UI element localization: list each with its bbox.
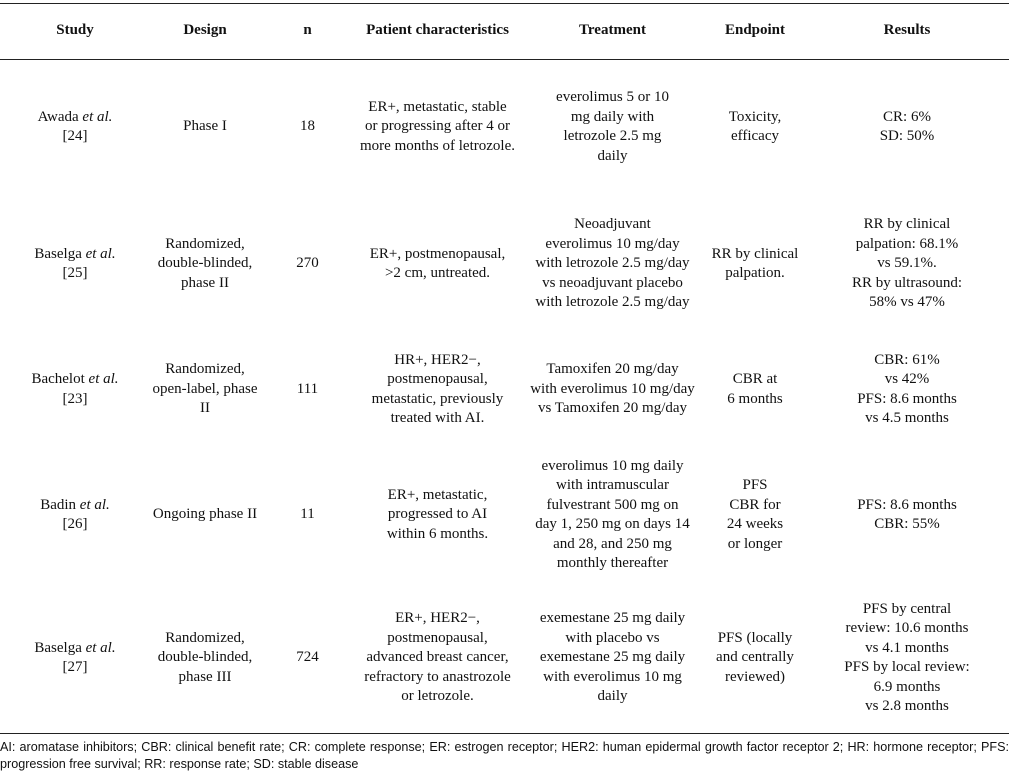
cell-design-line: Randomized, [165,235,245,252]
cell-results [805,58,1009,196]
cell-n: 111 [296,380,319,397]
cell-design-line: Randomized, [165,629,245,646]
cell-patient-characteristics-line: postmenopausal, [387,629,488,646]
cell-treatment-line: daily [597,688,628,705]
cell-design-line: double-blinded, [157,649,253,666]
cell-patient-characteristics-line: ER+, postmenopausal, [369,245,506,262]
study-reference: [24] [62,128,88,144]
cell-results-line: 58% vs 47% [869,294,945,311]
cell-design-line: phase III [178,668,232,685]
study-reference: [23] [62,390,88,407]
header-endpoint: Endpoint [724,21,786,38]
study-etal: et al. [88,371,119,387]
cell-results-line: RR by clinical [863,216,951,233]
cell-study [0,58,150,196]
cell-patient-characteristics-line: treated with AI. [390,410,485,426]
study-etal: et al. [85,245,116,262]
cell-results-line: vs 4.5 months [865,410,949,426]
cell-patient-characteristics-line: or letrozole. [401,688,474,705]
cell-endpoint [705,332,805,447]
cell-treatment-line: vs Tamoxifen 20 mg/day [537,400,688,417]
cell-treatment-line: with everolimus 10 mg [543,668,682,685]
cell-endpoint-line: or longer [727,535,783,552]
cell-patient-characteristics-line: within 6 months. [386,525,489,542]
cell-patient-characteristics-line: HR+, HER2−, [394,351,481,368]
cell-treatment-line: everolimus 5 or 10 [556,89,669,105]
cell-patient-characteristics-line: ER+, metastatic, [387,486,488,503]
cell-results-line: RR by ultrasound: [851,274,962,291]
cell-patient-characteristics-line: ER+, metastatic, stable [368,98,507,115]
cell-results [805,332,1009,447]
cell-endpoint-line: PFS [742,477,768,493]
cell-treatment-line: with letrozole 2.5 mg/day [535,255,690,272]
cell-endpoint-line: reviewed) [725,668,785,685]
cell-patient-characteristics-line: refractory to anastrozole [364,668,511,685]
cell-endpoint-line: efficacy [730,128,780,144]
cell-results-line: SD: 50% [879,128,935,144]
cell-endpoint-line: CBR for [729,496,781,513]
cell-treatment-line: everolimus 10 mg/day [545,235,680,252]
cell-results-line: palpation: 68.1% [855,235,959,252]
cell-n: 270 [296,255,319,272]
study-reference: [25] [62,265,88,281]
cell-design-line: phase II [181,274,229,291]
table-row [0,332,1009,447]
cell-treatment-line: mg daily with [570,108,655,125]
cell-endpoint-line: palpation. [725,265,785,281]
study-author: Badin [40,496,77,513]
cell-study [0,196,150,332]
study-etal: et al. [79,496,110,513]
cell-study [0,583,150,733]
cell-patient-characteristics-line: progressed to AI [387,506,488,523]
study-author: Baselga [34,245,82,262]
cell-patient-characteristics-line: metastatic, previously [371,390,504,407]
cell-endpoint-line: RR by clinical [711,245,799,262]
cell-results-line: CR: 6% [883,108,931,125]
bottom-rule [0,733,1009,734]
cell-endpoint-line: 24 weeks [726,516,784,532]
header-results: Results [883,21,931,38]
cell-results-line: 6.9 months [873,678,941,695]
table-row [0,583,1009,733]
cell-patient-characteristics-line: postmenopausal, [387,371,488,387]
studies-table [0,3,1009,733]
cell-results-line: PFS: 8.6 months [857,496,957,513]
cell-design-line: Randomized, [165,361,245,378]
cell-design-line: Ongoing phase II [152,506,258,523]
table-row [0,196,1009,332]
cell-treatment-line: letrozole 2.5 mg [563,128,662,144]
header-n: n [303,21,312,38]
study-author: Bachelot [31,371,85,387]
cell-treatment-line: with placebo vs [565,629,660,646]
cell-results-line: vs 42% [884,371,930,387]
cell-results-line: vs 4.1 months [865,639,949,656]
study-author: Awada [37,108,79,125]
header-design: Design [183,21,227,38]
cell-results-line: CBR: 61% [874,351,940,368]
cell-results [805,196,1009,332]
cell-endpoint [705,196,805,332]
cell-design [150,583,260,733]
cell-treatment-line: exemestane 25 mg daily [539,610,686,627]
cell-patient-characteristics [355,196,520,332]
cell-n: 18 [300,118,315,135]
cell-treatment-line: fulvestrant 500 mg on [546,496,679,513]
cell-treatment [520,583,705,733]
cell-patient-characteristics [355,447,520,583]
cell-design [150,58,260,196]
cell-results [805,447,1009,583]
cell-endpoint-line: and centrally [716,649,794,666]
cell-treatment [520,58,705,196]
study-author: Baselga [34,639,82,656]
table-row [0,58,1009,196]
cell-endpoint-line: CBR at [732,371,778,387]
cell-treatment-line: with letrozole 2.5 mg/day [535,294,690,311]
cell-results-line: PFS by central [862,600,952,617]
study-reference: [27] [62,659,88,675]
cell-treatment-line: Tamoxifen 20 mg/day [546,361,679,378]
cell-endpoint-line: PFS (locally [717,629,793,646]
cell-endpoint [705,447,805,583]
cell-n: 11 [300,506,315,523]
cell-design-line: Phase I [183,118,227,135]
cell-patient-characteristics [355,332,520,447]
cell-treatment-line: everolimus 10 mg daily [541,457,684,474]
cell-study [0,332,150,447]
study-etal: et al. [85,639,116,656]
cell-results-line: PFS: 8.6 months [857,390,957,407]
cell-n: 724 [296,649,319,666]
cell-patient-characteristics-line: >2 cm, untreated. [384,265,491,281]
cell-design [150,332,260,447]
cell-design [150,447,260,583]
cell-design-line: open-label, phase II [152,380,258,417]
study-etal: et al. [82,108,113,125]
cell-design-line: double-blinded, [157,255,253,272]
cell-endpoint [705,583,805,733]
cell-patient-characteristics-line: advanced breast cancer, [366,649,509,666]
study-reference: [26] [62,516,88,532]
cell-treatment-line: exemestane 25 mg daily [539,649,686,666]
cell-endpoint-line: Toxicity, [728,108,782,125]
footnote: AI: aromatase inhibitors; CBR: clinical benefit rate; CR: complete response; ER: estrogen receptor; HER2: human epidermal growth factor receptor 2; HR: hormone receptor; PFS: progression free survival; RR: response rate; SD: stable disease [0,740,1009,771]
cell-results-line: review: 10.6 months [845,620,969,636]
table-body [0,58,1009,733]
cell-design [150,196,260,332]
cell-results-line: vs 59.1%. [877,255,937,272]
cell-treatment-line: with everolimus 10 mg/day [530,380,695,397]
cell-study [0,447,150,583]
cell-treatment [520,447,705,583]
cell-patient-characteristics-line: or progressing after 4 or [365,118,510,135]
cell-results [805,583,1009,733]
cell-treatment-line: with intramuscular [556,477,669,493]
cell-patient-characteristics [355,583,520,733]
table-row [0,447,1009,583]
header-patient-characteristics: Patient characteristics [366,21,509,38]
cell-patient-characteristics-line: ER+, HER2−, [395,610,480,627]
cell-results-line: PFS by local review: [844,659,970,675]
header-row [0,3,1009,58]
cell-treatment-line: Neoadjuvant [574,216,651,233]
cell-treatment [520,196,705,332]
cell-treatment-line: monthly thereafter [556,555,669,571]
cell-endpoint-line: 6 months [727,390,783,407]
cell-results-line: CBR: 55% [874,516,940,532]
cell-treatment-line: day 1, 250 mg on days 14 [535,516,690,532]
cell-endpoint [705,58,805,196]
cell-treatment-line: vs neoadjuvant placebo [542,274,683,291]
header-study: Study [56,21,94,38]
header-treatment: Treatment [579,21,646,38]
cell-patient-characteristics [355,58,520,196]
cell-treatment [520,332,705,447]
cell-treatment-line: daily [597,147,628,164]
cell-patient-characteristics-line: more months of letrozole. [360,137,515,154]
cell-results-line: vs 2.8 months [865,698,949,714]
cell-treatment-line: and 28, and 250 mg [553,535,672,552]
